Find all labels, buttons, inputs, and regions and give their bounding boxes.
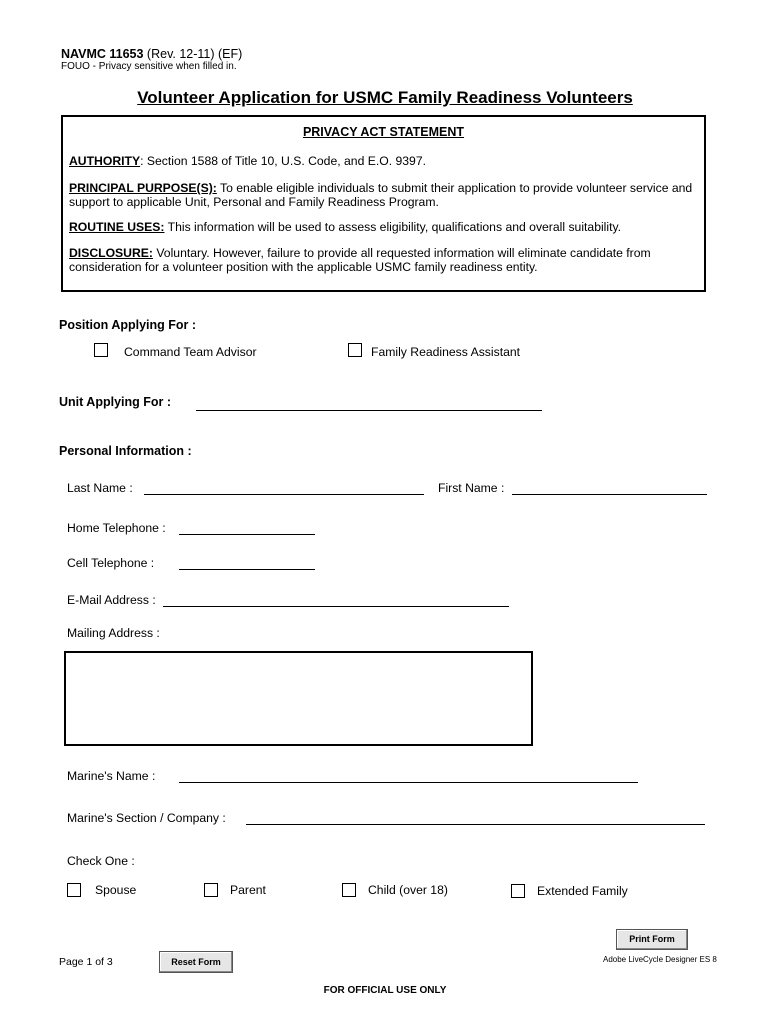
marines-section-input[interactable] xyxy=(246,824,705,825)
home-phone-input[interactable] xyxy=(179,534,315,535)
unit-label: Unit Applying For : xyxy=(59,395,172,409)
routine-label: ROUTINE USES: xyxy=(69,220,165,234)
position-heading: Position Applying For : xyxy=(59,318,197,332)
first-name-input[interactable] xyxy=(512,494,707,495)
disclosure-paragraph xyxy=(69,247,697,274)
privacy-heading: PRIVACY ACT STATEMENT xyxy=(302,125,465,139)
routine-paragraph xyxy=(69,221,697,235)
authority-paragraph xyxy=(69,155,697,169)
designer-note: Adobe LiveCycle Designer ES 8 xyxy=(603,955,717,964)
page-title: Volunteer Application for USMC Family Readiness Volunteers xyxy=(137,88,633,107)
form-number-line xyxy=(61,47,242,61)
parent-label: Parent xyxy=(230,883,266,897)
home-phone-label: Home Telephone : xyxy=(67,521,166,535)
command-team-advisor-checkbox[interactable] xyxy=(94,343,108,357)
command-team-advisor-label: Command Team Advisor xyxy=(124,345,257,359)
form-number: NAVMC 11653 xyxy=(61,47,144,61)
form-revision: (Rev. 12-11) (EF) xyxy=(143,47,243,61)
official-use-footer: FOR OFFICIAL USE ONLY xyxy=(323,985,447,996)
marines-section-label: Marine's Section / Company : xyxy=(67,811,226,825)
extended-family-checkbox[interactable] xyxy=(511,884,525,898)
page-number: Page 1 of 3 xyxy=(59,956,113,968)
cell-phone-input[interactable] xyxy=(179,569,315,570)
mailing-address-textarea[interactable] xyxy=(64,651,533,746)
email-label: E-Mail Address : xyxy=(67,593,156,607)
cell-phone-label: Cell Telephone : xyxy=(67,556,155,570)
spouse-checkbox[interactable] xyxy=(67,883,81,897)
mailing-address-label: Mailing Address : xyxy=(67,626,160,640)
parent-checkbox[interactable] xyxy=(204,883,218,897)
authority-text: : Section 1588 of Title 10, U.S. Code, and E.O. 9397. xyxy=(140,154,426,168)
privacy-act-box xyxy=(61,115,706,292)
marines-name-label: Marine's Name : xyxy=(67,769,156,783)
spouse-label: Spouse xyxy=(95,883,137,897)
last-name-input[interactable] xyxy=(144,494,424,495)
fouo-note: FOUO - Privacy sensitive when filled in. xyxy=(61,61,237,72)
disclosure-text: Voluntary. However, failure to provide all requested information will eliminate candidate from consideration for a volunteer position with the applicable USMC family readiness entity. xyxy=(69,246,651,274)
child-label: Child (over 18) xyxy=(368,883,448,897)
purpose-text: To enable eligible individuals to submit their application to provide volunteer service and support to applicable Unit, Personal and Family Readiness Program. xyxy=(69,181,693,209)
marines-name-input[interactable] xyxy=(179,782,638,783)
authority-label: AUTHORITY xyxy=(69,154,141,168)
purpose-label: PRINCIPAL PURPOSE(S): xyxy=(69,181,217,195)
first-name-label: First Name : xyxy=(438,481,505,495)
last-name-label: Last Name : xyxy=(67,481,133,495)
check-one-label: Check One : xyxy=(67,854,135,868)
reset-form-button[interactable]: Reset Form xyxy=(159,951,233,973)
print-form-button[interactable]: Print Form xyxy=(616,929,688,950)
purpose-paragraph xyxy=(69,182,697,209)
routine-text: This information will be used to assess eligibility, qualifications and overall suitability. xyxy=(164,220,622,234)
disclosure-label: DISCLOSURE: xyxy=(69,246,153,260)
personal-info-heading: Personal Information : xyxy=(59,444,192,458)
family-readiness-assistant-checkbox[interactable] xyxy=(348,343,362,357)
unit-input[interactable] xyxy=(196,410,542,411)
email-input[interactable] xyxy=(163,606,509,607)
extended-family-label: Extended Family xyxy=(537,884,628,898)
family-readiness-assistant-label: Family Readiness Assistant xyxy=(371,345,521,359)
child-checkbox[interactable] xyxy=(342,883,356,897)
